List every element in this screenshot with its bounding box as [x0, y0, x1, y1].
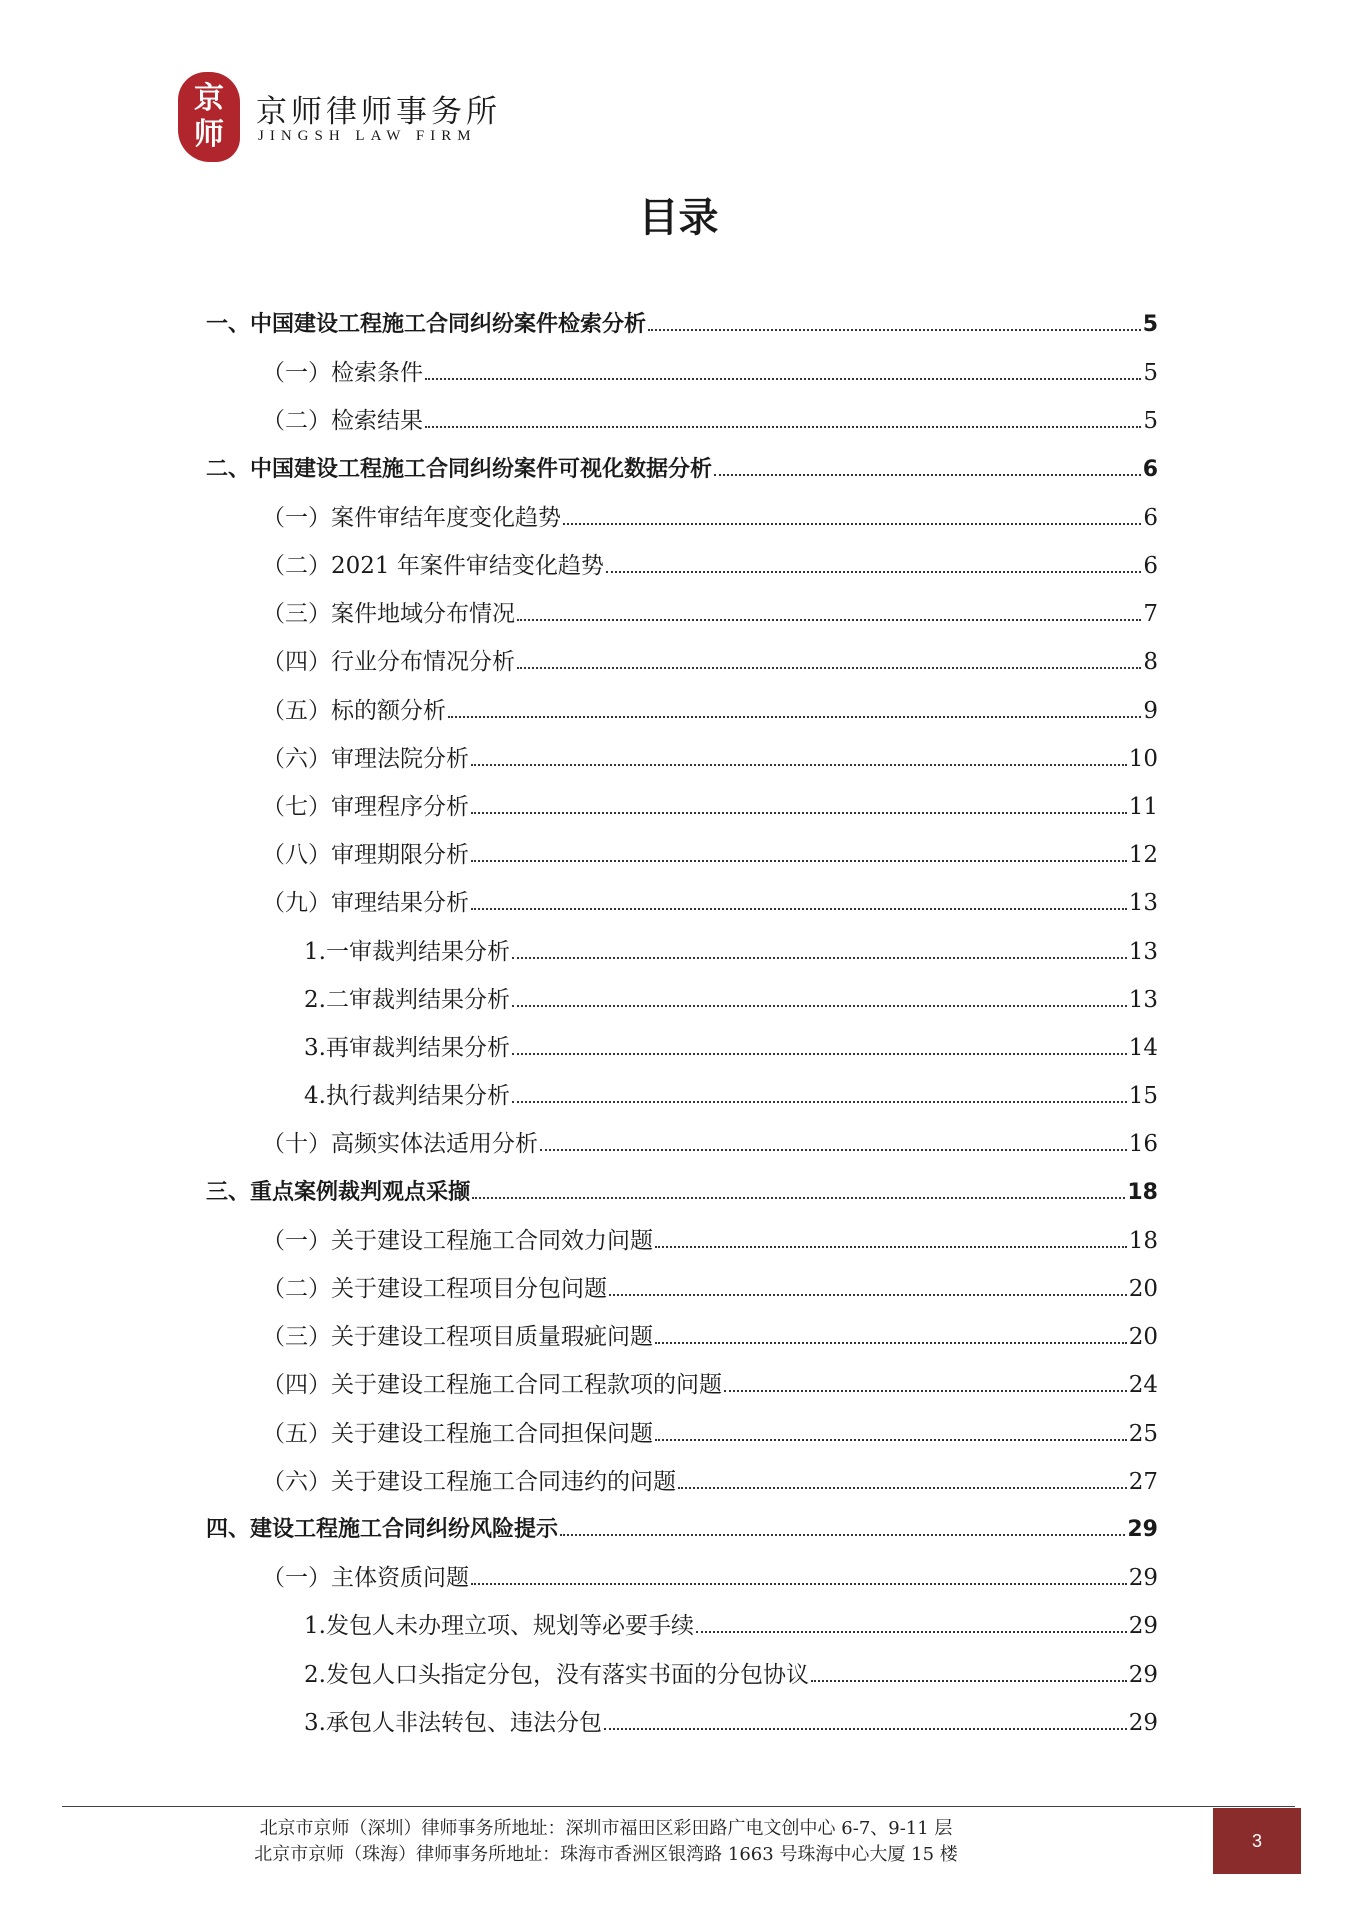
toc-entry-title: （三）关于建设工程项目质量瑕疵问题 [262, 1324, 653, 1350]
toc-entry-title: 1.发包人未办理立项、规划等必要手续 [304, 1613, 694, 1639]
toc-entry[interactable] [304, 1031, 1158, 1065]
toc-entry-title: 1.一审裁判结果分析 [304, 939, 510, 965]
toc-entry[interactable] [206, 1176, 1158, 1210]
toc-entry[interactable] [262, 1224, 1158, 1258]
toc-leader-dots [606, 571, 1142, 573]
footer-addresses [0, 1816, 1212, 1868]
toc-entry-title: （四）行业分布情况分析 [262, 649, 515, 675]
toc-entry-title: （十）高频实体法适用分析 [262, 1131, 538, 1157]
toc-entry-page-number: 9 [1143, 698, 1158, 724]
toc-entry-page-number: 29 [1128, 1710, 1158, 1736]
toc-entry-page-number: 11 [1128, 794, 1158, 820]
toc-leader-dots [655, 1342, 1127, 1344]
toc-leader-dots [696, 1631, 1127, 1633]
toc-leader-dots [512, 1053, 1127, 1055]
toc-leader-dots [425, 378, 1141, 380]
seal-char-bottom: 师 [194, 117, 224, 152]
toc-leader-dots [655, 1246, 1127, 1248]
toc-entry-title: （八）审理期限分析 [262, 842, 469, 868]
toc-leader-dots [604, 1728, 1127, 1730]
toc-leader-dots [471, 764, 1127, 766]
toc-leader-dots [448, 716, 1141, 718]
toc-entry-title: （五）标的额分析 [262, 698, 446, 724]
toc-entry-title: （六）关于建设工程施工合同违约的问题 [262, 1469, 676, 1495]
toc-entry[interactable] [304, 1658, 1158, 1692]
toc-leader-dots [563, 523, 1141, 525]
toc-entry-title: 2.发包人口头指定分包，没有落实书面的分包协议 [304, 1662, 809, 1688]
toc-leader-dots [655, 1439, 1127, 1441]
toc-entry[interactable] [206, 308, 1158, 342]
toc-leader-dots [517, 619, 1141, 621]
toc-entry[interactable] [262, 790, 1158, 824]
toc-leader-dots [472, 1197, 1125, 1199]
toc-entry-page-number: 18 [1128, 1228, 1158, 1254]
toc-entry[interactable] [304, 1706, 1158, 1740]
toc-entry[interactable] [262, 838, 1158, 872]
toc-leader-dots [540, 1149, 1127, 1151]
toc-leader-dots [471, 812, 1127, 814]
toc-entry[interactable] [206, 453, 1158, 487]
toc-entry[interactable] [304, 983, 1158, 1017]
toc-entry[interactable] [262, 742, 1158, 776]
page-title: 目录 [638, 195, 719, 241]
footer-address-zhuhai: 北京市京师（珠海）律师事务所地址：珠海市香洲区银湾路 1663 号珠海中心大厦 15 楼 [254, 1844, 958, 1865]
toc-entry-page-number: 24 [1128, 1372, 1158, 1398]
toc-entry-title: （四）关于建设工程施工合同工程款项的问题 [262, 1372, 722, 1398]
toc-entry-title: （九）审理结果分析 [262, 890, 469, 916]
toc-leader-dots [560, 1534, 1125, 1536]
toc-leader-dots [811, 1680, 1127, 1682]
toc-leader-dots [724, 1390, 1127, 1392]
toc-entry-page-number: 20 [1128, 1276, 1158, 1302]
toc-leader-dots [678, 1487, 1127, 1489]
firm-name-english: JINGSH LAW FIRM [258, 128, 477, 144]
toc-entry[interactable] [262, 1368, 1158, 1402]
toc-entry[interactable] [262, 1272, 1158, 1306]
toc-entry-title: （一）主体资质问题 [262, 1565, 469, 1591]
toc-entry-page-number: 13 [1128, 939, 1158, 965]
toc-entry-title: 一、中国建设工程施工合同纠纷案件检索分析 [206, 312, 647, 337]
toc-entry[interactable] [262, 1561, 1158, 1595]
toc-entry-title: 三、重点案例裁判观点采撷 [206, 1180, 471, 1205]
page-number: 3 [1251, 1830, 1262, 1851]
toc-entry-page-number: 6 [1143, 553, 1158, 579]
page-number-badge [1213, 1808, 1301, 1874]
toc-entry-title: （五）关于建设工程施工合同担保问题 [262, 1421, 653, 1447]
toc-entry[interactable] [262, 549, 1158, 583]
toc-entry-title: （一）检索条件 [262, 360, 423, 386]
toc-entry-page-number: 12 [1128, 842, 1158, 868]
toc-entry[interactable] [304, 935, 1158, 969]
toc-entry-page-number: 10 [1128, 746, 1158, 772]
toc-entry-page-number: 8 [1143, 649, 1158, 675]
toc-entry-title: 二、中国建设工程施工合同纠纷案件可视化数据分析 [206, 457, 713, 482]
toc-leader-dots [609, 1294, 1127, 1296]
toc-entry[interactable] [262, 501, 1158, 535]
toc-entry[interactable] [304, 1609, 1158, 1643]
toc-entry-page-number: 16 [1128, 1131, 1158, 1157]
toc-entry-title: （六）审理法院分析 [262, 746, 469, 772]
toc-entry-page-number: 20 [1128, 1324, 1158, 1350]
toc-entry-page-number: 29 [1127, 1517, 1158, 1542]
toc-entry-page-number: 29 [1128, 1662, 1158, 1688]
toc-entry-page-number: 14 [1128, 1035, 1158, 1061]
toc-entry-title: （二）2021 年案件审结变化趋势 [262, 553, 604, 579]
toc-entry-page-number: 5 [1142, 312, 1158, 337]
toc-entry-page-number: 5 [1143, 360, 1158, 386]
toc-entry[interactable] [262, 694, 1158, 728]
firm-logo-seal [178, 72, 240, 162]
toc-leader-dots [512, 1005, 1127, 1007]
toc-entry-page-number: 29 [1128, 1565, 1158, 1591]
toc-entry-title: （一）关于建设工程施工合同效力问题 [262, 1228, 653, 1254]
toc-entry-page-number: 27 [1128, 1469, 1158, 1495]
toc-leader-dots [512, 957, 1127, 959]
toc-leader-dots [471, 1583, 1127, 1585]
toc-entry[interactable] [304, 1079, 1158, 1113]
toc-entry[interactable] [262, 886, 1158, 920]
toc-entry-page-number: 6 [1142, 457, 1158, 482]
toc-entry-title: 3.承包人非法转包、违法分包 [304, 1710, 602, 1736]
toc-entry-page-number: 13 [1128, 890, 1158, 916]
toc-entry[interactable] [262, 645, 1158, 679]
toc-entry-title: 2.二审裁判结果分析 [304, 987, 510, 1013]
seal-char-top: 京 [194, 81, 224, 116]
footer-divider [62, 1806, 1295, 1807]
toc-entry-page-number: 6 [1143, 505, 1158, 531]
firm-name-chinese: 京师律师事务所 [256, 94, 501, 130]
toc-entry[interactable] [262, 1417, 1158, 1451]
toc-entry[interactable] [262, 356, 1158, 390]
toc-entry[interactable] [262, 404, 1158, 438]
toc-entry-page-number: 18 [1127, 1180, 1158, 1205]
toc-leader-dots [471, 860, 1127, 862]
toc-entry-title: （三）案件地域分布情况 [262, 601, 515, 627]
toc-entry[interactable] [262, 597, 1158, 631]
footer-address-shenzhen: 北京市京师（深圳）律师事务所地址：深圳市福田区彩田路广电文创中心 6-7、9-11 层 [259, 1818, 953, 1839]
toc-entry-page-number: 7 [1143, 601, 1158, 627]
toc-leader-dots [648, 329, 1141, 331]
toc-entry-page-number: 15 [1128, 1083, 1158, 1109]
toc-entry[interactable] [262, 1320, 1158, 1354]
toc-entry-title: 4.执行裁判结果分析 [304, 1083, 510, 1109]
toc-entry[interactable] [262, 1465, 1158, 1499]
toc-entry-title: （二）检索结果 [262, 408, 423, 434]
toc-entry-page-number: 5 [1143, 408, 1158, 434]
toc-leader-dots [517, 667, 1141, 669]
toc-entry[interactable] [262, 1127, 1158, 1161]
toc-leader-dots [512, 1101, 1127, 1103]
toc-entry-title: （七）审理程序分析 [262, 794, 469, 820]
toc-entry[interactable] [206, 1513, 1158, 1547]
toc-entry-page-number: 13 [1128, 987, 1158, 1013]
toc-entry-title: 3.再审裁判结果分析 [304, 1035, 510, 1061]
toc-entry-page-number: 29 [1128, 1613, 1158, 1639]
toc-entry-title: 四、建设工程施工合同纠纷风险提示 [206, 1517, 559, 1542]
toc-entry-page-number: 25 [1128, 1421, 1158, 1447]
toc-leader-dots [425, 426, 1141, 428]
toc-entry-title: （一）案件审结年度变化趋势 [262, 505, 561, 531]
toc-leader-dots [714, 474, 1141, 476]
toc-entry-title: （二）关于建设工程项目分包问题 [262, 1276, 607, 1302]
toc-leader-dots [471, 908, 1127, 910]
